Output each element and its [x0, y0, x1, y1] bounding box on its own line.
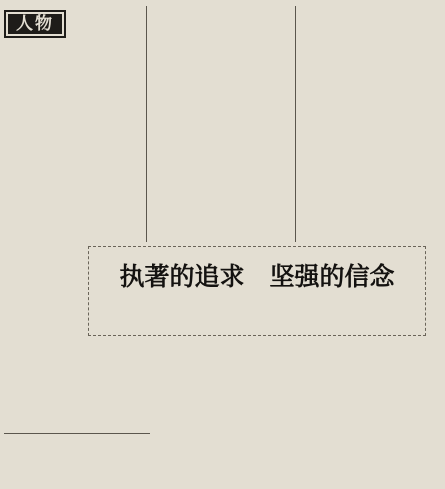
article-title: 执著的追求 坚强的信念 [119, 262, 395, 291]
column-top-mid [149, 6, 293, 244]
column-logo: 人物 [4, 10, 66, 38]
column-top-right [298, 6, 441, 244]
column-top-left [4, 37, 144, 243]
footnote [4, 437, 152, 485]
column-rule-1 [146, 6, 147, 242]
column-lower-left [4, 246, 88, 430]
column-rule-2 [295, 6, 296, 242]
footnote-rule [4, 433, 150, 434]
